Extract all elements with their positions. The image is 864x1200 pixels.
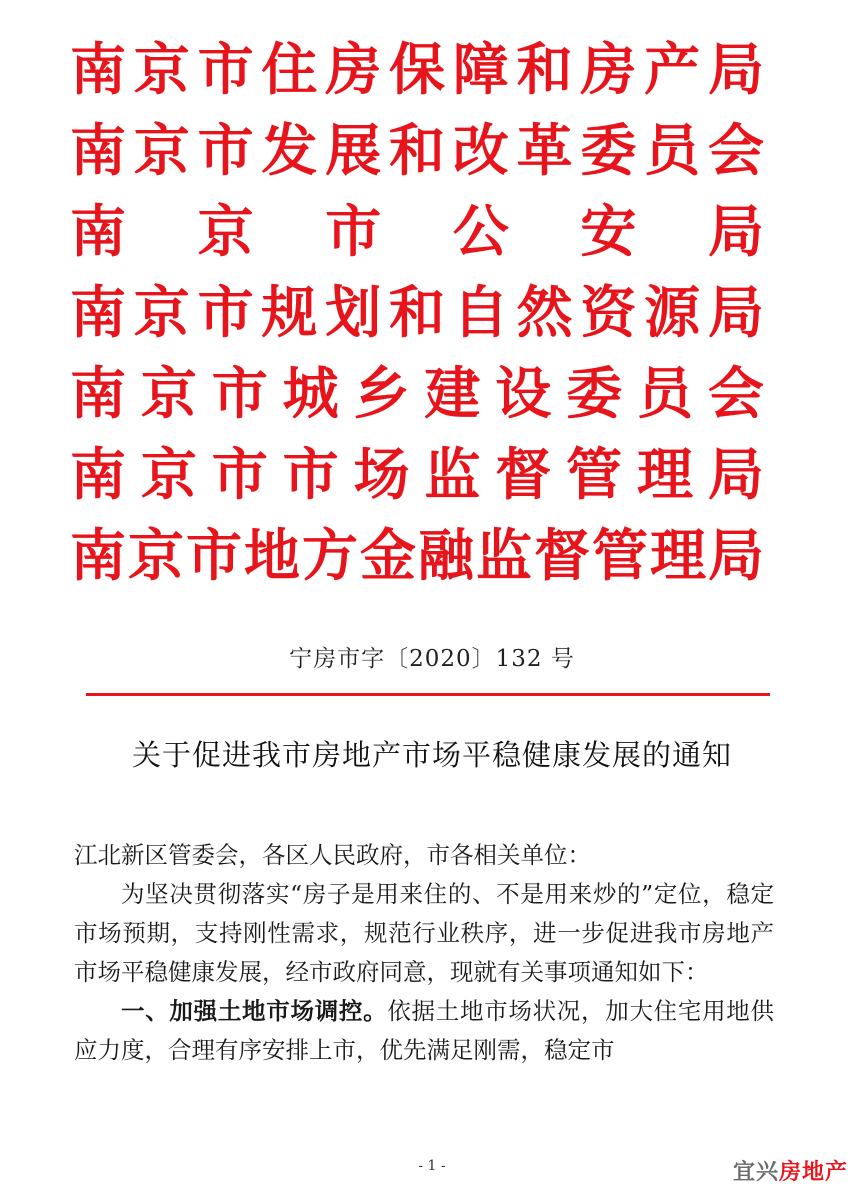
authority-char: 场 <box>353 443 410 508</box>
authority-char: 员 <box>644 119 701 184</box>
watermark-logo <box>733 1155 848 1186</box>
authority-char: 改 <box>452 119 509 184</box>
authority-char: 住 <box>261 38 318 103</box>
authority-char: 督 <box>495 443 552 508</box>
authority-char: 源 <box>644 281 701 346</box>
authority-char: 房 <box>580 38 637 103</box>
authority-char: 市 <box>211 443 268 508</box>
authority-char: 划 <box>325 281 382 346</box>
authority-char: 京 <box>133 119 190 184</box>
document-title: 关于促进我市房地产市场平稳健康发展的通知 <box>131 738 732 772</box>
authority-char: 局 <box>707 38 764 103</box>
authority-char: 会 <box>707 119 764 184</box>
document-body <box>74 836 774 1070</box>
authority-char: 融 <box>418 524 474 589</box>
authority-char: 发 <box>261 119 318 184</box>
authority-char: 展 <box>325 119 382 184</box>
authority-char: 安 <box>580 200 637 265</box>
authority-char: 南 <box>70 119 126 184</box>
section-1-heading: 一、加强土地市场调控。 <box>121 997 388 1025</box>
authority-char: 管 <box>592 524 648 589</box>
authority-char: 市 <box>211 362 268 427</box>
authority-char: 员 <box>637 362 693 427</box>
authority-char: 市 <box>325 200 382 265</box>
authority-char: 京 <box>140 362 197 427</box>
authority-row <box>70 435 764 516</box>
authority-char: 理 <box>650 524 706 589</box>
authority-char: 京 <box>140 443 197 508</box>
authority-char: 理 <box>637 443 693 508</box>
authority-char: 房 <box>325 38 382 103</box>
section-1-paragraph <box>74 992 774 1070</box>
authority-char: 地 <box>244 524 300 589</box>
authority-row <box>70 30 764 111</box>
authority-char: 监 <box>476 524 532 589</box>
authority-char: 南 <box>70 443 126 508</box>
authority-char: 规 <box>261 281 318 346</box>
authority-char: 革 <box>516 119 573 184</box>
authority-char: 设 <box>495 362 552 427</box>
authority-char: 京 <box>133 281 190 346</box>
authority-char: 京 <box>128 524 184 589</box>
authority-row <box>70 273 764 354</box>
authority-char: 局 <box>707 281 764 346</box>
authority-char: 京 <box>133 38 190 103</box>
document-number: 宁房市字〔2020〕132 号 <box>289 646 575 672</box>
authority-char: 和 <box>388 119 445 184</box>
authority-char: 监 <box>424 443 481 508</box>
authority-char: 局 <box>708 524 764 589</box>
authority-char: 市 <box>197 38 254 103</box>
watermark-text-b: 房地产 <box>778 1160 848 1185</box>
issuing-authorities-header <box>70 30 764 597</box>
authority-char: 会 <box>707 362 764 427</box>
authority-row <box>70 354 764 435</box>
authority-char: 委 <box>566 362 623 427</box>
addressee-line: 江北新区管委会，各区人民政府，市各相关单位： <box>74 841 591 869</box>
authority-char: 公 <box>452 200 509 265</box>
authority-char: 资 <box>580 281 637 346</box>
authority-char: 局 <box>707 443 764 508</box>
authority-char: 建 <box>424 362 481 427</box>
authority-char: 方 <box>302 524 358 589</box>
authority-char: 乡 <box>353 362 410 427</box>
authority-char: 和 <box>516 38 573 103</box>
authority-char: 障 <box>452 38 509 103</box>
section-1-text: 依据土地市场状况，加大住宅用地供应力度，合理有序安排上市，优先满足刚需，稳定市 <box>74 997 775 1064</box>
authority-char: 南 <box>70 362 126 427</box>
red-divider-line <box>86 693 770 696</box>
authority-char: 和 <box>388 281 445 346</box>
intro-paragraph: 为坚决贯彻落实“房子是用来住的、不是用来炒的”定位，稳定市场预期，支持刚性需求，规范行业秩序，进一步促进我市房地产市场平稳健康发展，经市政府同意，现就有关事项通知如下： <box>74 880 774 986</box>
authority-char: 南 <box>70 524 126 589</box>
authority-char: 金 <box>360 524 416 589</box>
authority-char: 局 <box>707 200 764 265</box>
authority-char: 南 <box>70 38 126 103</box>
authority-char: 然 <box>516 281 573 346</box>
authority-char: 自 <box>452 281 509 346</box>
authority-row <box>70 516 764 597</box>
watermark-text-a: 宜兴 <box>732 1160 779 1185</box>
authority-char: 南 <box>70 200 126 265</box>
authority-char: 保 <box>388 38 445 103</box>
authority-char: 市 <box>197 119 254 184</box>
authority-char: 产 <box>644 38 701 103</box>
page-number: - 1 - <box>418 1158 446 1174</box>
authority-row <box>70 111 764 192</box>
authority-char: 委 <box>580 119 637 184</box>
authority-char: 京 <box>197 200 254 265</box>
authority-char: 督 <box>534 524 590 589</box>
authority-char: 市 <box>282 443 339 508</box>
authority-char: 市 <box>186 524 242 589</box>
authority-row <box>70 192 764 273</box>
authority-char: 城 <box>282 362 339 427</box>
authority-char: 市 <box>197 281 254 346</box>
authority-char: 南 <box>70 281 126 346</box>
authority-char: 管 <box>566 443 623 508</box>
